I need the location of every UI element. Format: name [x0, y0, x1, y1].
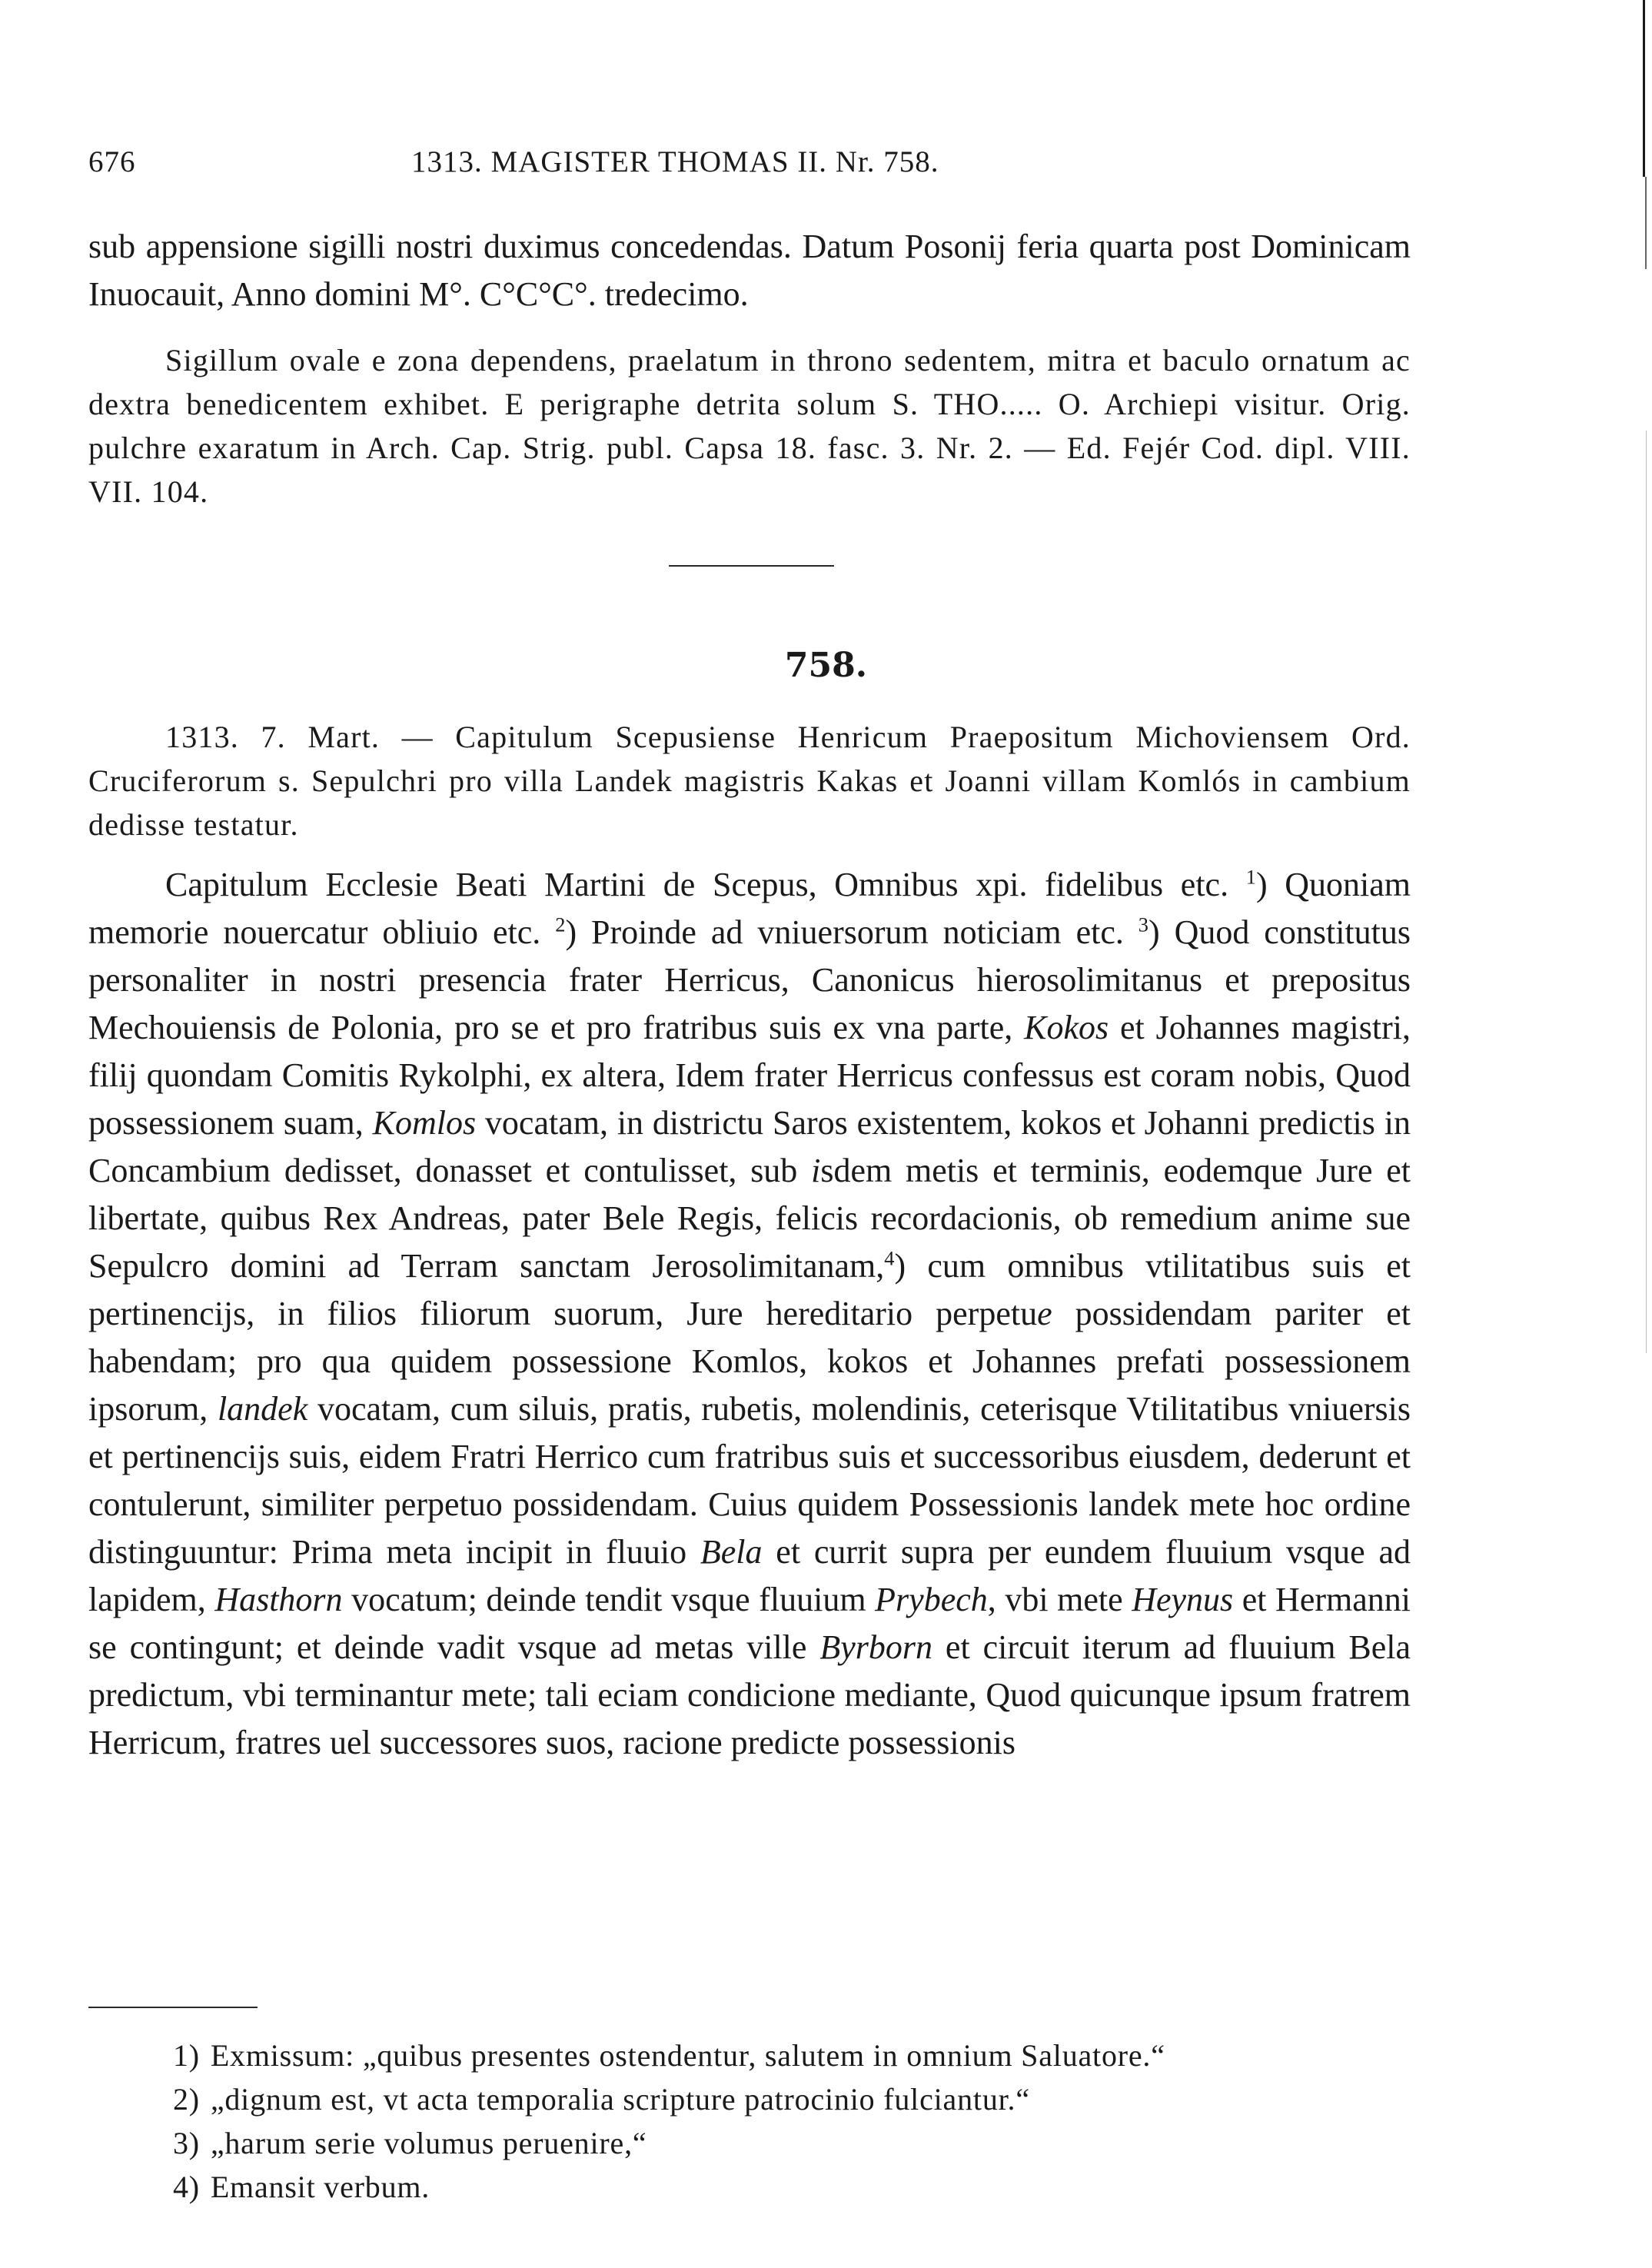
editorial-emendation: i: [811, 1152, 821, 1189]
place-name: Kokos: [1024, 1009, 1109, 1046]
section-divider: [669, 565, 834, 567]
footnote-text: „harum serie volumus peruenire,“: [210, 2126, 647, 2160]
text-segment: ) Proinde ad vniuersorum noticiam etc.: [565, 913, 1138, 951]
charter-text: [88, 861, 1411, 1767]
footnote-text: „dignum est, vt acta temporalia scripture patrocinio fulciantur.“: [210, 2082, 1030, 2117]
place-name: Hasthorn: [214, 1581, 343, 1618]
place-name: Komlos: [372, 1104, 477, 1142]
text-segment: et currit supra per eundem fluuium vsque ad lapidem,: [88, 1533, 1411, 1618]
footnote-ref: 1: [1245, 865, 1256, 889]
footnote-text: Emansit verbum.: [210, 2170, 430, 2204]
text-segment: Capitulum Ecclesie Beati Martini de Scepus, Omnibus xpi. fidelibus etc.: [165, 866, 1246, 903]
text-segment: et circuit iterum ad fluuium Bela predictum, vbi terminantur mete; tali eciam condicione mediante, Quod quicunque ipsum fratrem Herricum, fratres uel successores suos, racione predicte possessionis: [88, 1628, 1411, 1761]
footnote: [173, 2077, 1426, 2121]
text-segment: possidendam pariter et habendam; pro qua quidem possessione Komlos, kokos et Johannes prefati possessionem ipsorum,: [88, 1295, 1411, 1428]
scan-edge-line: [1643, 0, 1645, 177]
regest-summary: 1313. 7. Mart. — Capitulum Scepusiense Henricum Praepositum Michoviensem Ord. Cruciferorum s. Sepulchri pro villa Landek magistris Kakas et Joanni villam Komlós in cambium dedisse testatur.: [88, 720, 1411, 842]
text-segment: et Johannes magistri, filij quondam Comitis Rykolphi, ex altera, Idem frater Herricus confessus est coram nobis, Quod possessionem suam,: [88, 1009, 1411, 1142]
scan-edge-line: [1646, 431, 1647, 1353]
footnote: [173, 2121, 1426, 2165]
text-segment: ) cum omnibus vtilitatibus suis et pertinencijs, in filios filiorum suorum, Jure hereditario perpetu: [88, 1247, 1411, 1332]
footnote: [173, 2034, 1426, 2077]
footnote-divider: [88, 2007, 258, 2008]
editorial-emendation: e: [1037, 1295, 1052, 1332]
text-segment: ) Quoniam memorie nouercatur obliuio etc.: [88, 866, 1411, 951]
continuation-paragraph: sub appensione sigilli nostri duximus concedendas. Datum Posonij feria quarta post Dominicam Inuocauit, Anno domini M°. C°C°C°. tredecimo.: [88, 228, 1411, 313]
place-name: Bela: [700, 1533, 763, 1571]
footnote-text: Exmissum: „quibus presentes ostendentur, salutem in omnium Saluatore.“: [210, 2038, 1165, 2073]
person-name: Heynus: [1132, 1581, 1234, 1618]
footnote-ref: 3: [1138, 913, 1148, 936]
footnotes: [173, 2034, 1426, 2209]
footnote-ref: 4: [884, 1246, 895, 1270]
text-segment: vocatum; deinde tendit vsque fluuium: [342, 1581, 876, 1618]
text-segment: vocatam, cum siluis, pratis, rubetis, molendinis, ceterisque Vtilitatibus vniuersis et pertinencijs suis, eidem Fratri Herrico cum fratribus suis et successoribus eiusdem, dederunt et contulerunt, similiter perpetuo possidendam. Cuius quidem Possessionis landek mete hoc ordine distinguuntur: Prima meta incipit in fluuio: [88, 1390, 1411, 1571]
seal-description-note: Sigillum ovale e zona dependens, praelatum in throno sedentem, mitra et baculo ornatum ac dextra benedicentem exhibet. E perigraphe detrita solum S. THO..... O. Archiepi visitur. Orig. pulchre exaratum in Arch. Cap. Strig. publ. Capsa 18. fasc. 3. Nr. 2. — Ed. Fejér Cod. dipl. VIII. VII. 104.: [88, 343, 1411, 509]
footnote: [173, 2165, 1426, 2209]
text-segment: sdem metis et terminis, eodemque Jure et libertate, quibus Rex Andreas, pater Bele Regis, felicis recordacionis, ob remedium anime sue Sepulcro domini ad Terram sanctam Jerosolimitanam,: [88, 1152, 1411, 1285]
footnote-mark: 4): [173, 2170, 200, 2204]
footnote-mark: 1): [173, 2038, 200, 2073]
place-name: Byrborn: [819, 1628, 933, 1666]
footnote-mark: 3): [173, 2126, 200, 2160]
footnote-ref: 2: [555, 913, 566, 936]
text-segment: ) Quod constitutus personaliter in nostri presencia frater Herricus, Canonicus hierosolimitanus et prepositus Mechouiensis de Polonia, pro se et pro fratribus suis ex vna parte,: [88, 913, 1411, 1046]
footnote-mark: 2): [173, 2082, 200, 2117]
running-title: 1313. MAGISTER THOMAS II. Nr. 758.: [411, 145, 939, 178]
place-name: landek: [217, 1390, 308, 1428]
text-segment: , vbi mete: [987, 1581, 1132, 1618]
document-number: 758.: [784, 646, 868, 685]
text-segment: et Hermanni se contingunt; et deinde vadit vsque ad metas ville: [88, 1581, 1411, 1666]
place-name: Prybech: [875, 1581, 988, 1618]
page-number: 676: [88, 145, 136, 178]
scan-edge-line: [1645, 177, 1647, 269]
text-segment: vocatam, in districtu Saros existentem, kokos et Johanni predictis in Concambium dedisset, donasset et contulisset, sub: [88, 1104, 1411, 1189]
